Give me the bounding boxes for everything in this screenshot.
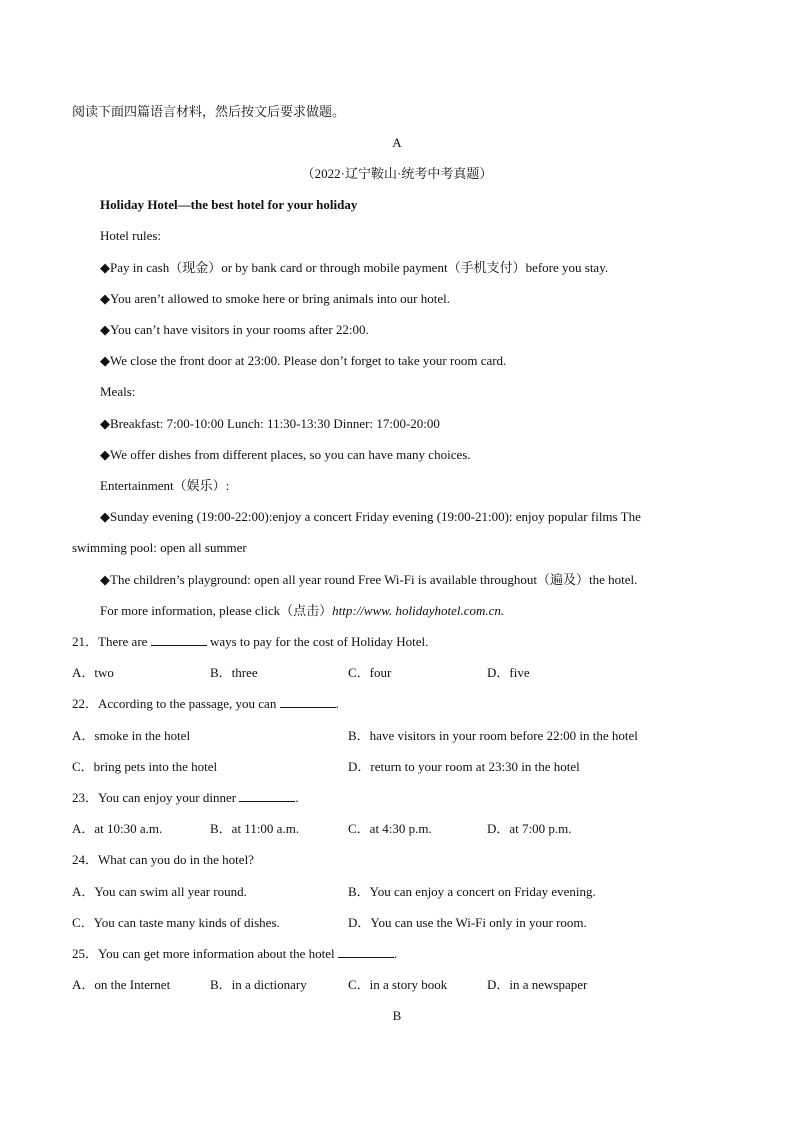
option-d[interactable]: D．five [487, 665, 530, 680]
meals-heading: Meals: [100, 384, 136, 399]
option-b[interactable]: B．You can enjoy a concert on Friday evening. [348, 884, 596, 899]
option-b[interactable]: B．at 11:00 a.m. [210, 821, 300, 836]
rule-item: ◆You can’t have visitors in your rooms after 22:00. [100, 322, 369, 337]
entertainment-item-continued: swimming pool: open all summer [72, 540, 247, 555]
option-a[interactable]: A．smoke in the hotel [72, 728, 191, 743]
question-text: . [295, 790, 299, 805]
question-text: . [393, 946, 398, 961]
rules-heading: Hotel rules: [100, 228, 162, 243]
option-d[interactable]: D．in a newspaper [487, 977, 588, 992]
question-stem [72, 634, 428, 650]
meal-item: ◆Breakfast: 7:00-10:00 Lunch: 11:30-13:30 Dinner: 17:00-20:00 [100, 416, 440, 431]
meal-item: ◆We offer dishes from different places, so you can have many choices. [100, 447, 471, 462]
question-text: 25．You can get more information about the hotel [72, 946, 338, 961]
option-d[interactable]: D．at 7:00 p.m. [487, 821, 572, 836]
question-stem [72, 946, 397, 962]
rule-item: ◆You aren’t allowed to smoke here or bring animals into our hotel. [100, 291, 450, 306]
question-text: 24．What can you do in the hotel? [72, 852, 254, 867]
option-b[interactable]: B．have visitors in your room before 22:00 in the hotel [348, 728, 638, 743]
option-b[interactable]: B．in a dictionary [210, 977, 307, 992]
option-a[interactable]: A．on the Internet [72, 977, 171, 992]
question-stem [72, 696, 339, 712]
option-b[interactable]: B．three [210, 665, 258, 680]
section-a-heading: A [392, 135, 402, 150]
entertainment-item: ◆The children’s playground: open all year round Free Wi-Fi is available throughout（遍及）the hotel. [100, 572, 638, 587]
more-info-text: For more information, please click（点击） [100, 603, 333, 618]
option-a[interactable]: A．You can swim all year round. [72, 884, 247, 899]
option-a[interactable]: A．two [72, 665, 114, 680]
question-stem [72, 790, 299, 806]
answer-blank[interactable] [239, 790, 295, 802]
option-c[interactable]: C．four [348, 665, 392, 680]
option-c[interactable]: C．at 4:30 p.m. [348, 821, 432, 836]
rule-item: ◆Pay in cash（现金）or by bank card or through mobile payment（手机支付）before you stay. [100, 260, 609, 275]
answer-blank[interactable] [338, 946, 394, 958]
intro-instruction: 阅读下面四篇语言材料，然后按文后要求做题。 [72, 104, 346, 119]
option-c[interactable]: C．bring pets into the hotel [72, 759, 218, 774]
more-info-line [100, 603, 504, 619]
option-c[interactable]: C．in a story book [348, 977, 448, 992]
section-b-heading: B [392, 1008, 402, 1023]
question-text: 21．There are [72, 634, 151, 649]
option-c[interactable]: C．You can taste many kinds of dishes. [72, 915, 280, 930]
option-d[interactable]: D．You can use the Wi-Fi only in your room. [348, 915, 587, 930]
option-d[interactable]: D．return to your room at 23:30 in the hotel [348, 759, 580, 774]
source-citation: （2022·辽宁鞍山·统考中考真题） [301, 166, 493, 181]
question-stem [72, 852, 254, 868]
passage-title: Holiday Hotel—the best hotel for your holiday [100, 197, 358, 212]
question-text: . [335, 696, 339, 711]
question-text: ways to pay for the cost of Holiday Hotel. [206, 634, 429, 649]
hotel-website-link[interactable]: http://www. holidayhotel.com.cn. [332, 603, 505, 618]
entertainment-item: ◆Sunday evening (19:00-22:00):enjoy a concert Friday evening (19:00-21:00): enjoy popular films The [100, 509, 641, 524]
rule-item: ◆We close the front door at 23:00. Please don’t forget to take your room card. [100, 353, 507, 368]
question-text: 23．You can enjoy your dinner [72, 790, 240, 805]
entertainment-heading: Entertainment（娱乐）: [100, 478, 230, 493]
option-a[interactable]: A．at 10:30 a.m. [72, 821, 163, 836]
question-text: 22．According to the passage, you can [72, 696, 280, 711]
answer-blank[interactable] [151, 634, 207, 646]
answer-blank[interactable] [280, 696, 336, 708]
